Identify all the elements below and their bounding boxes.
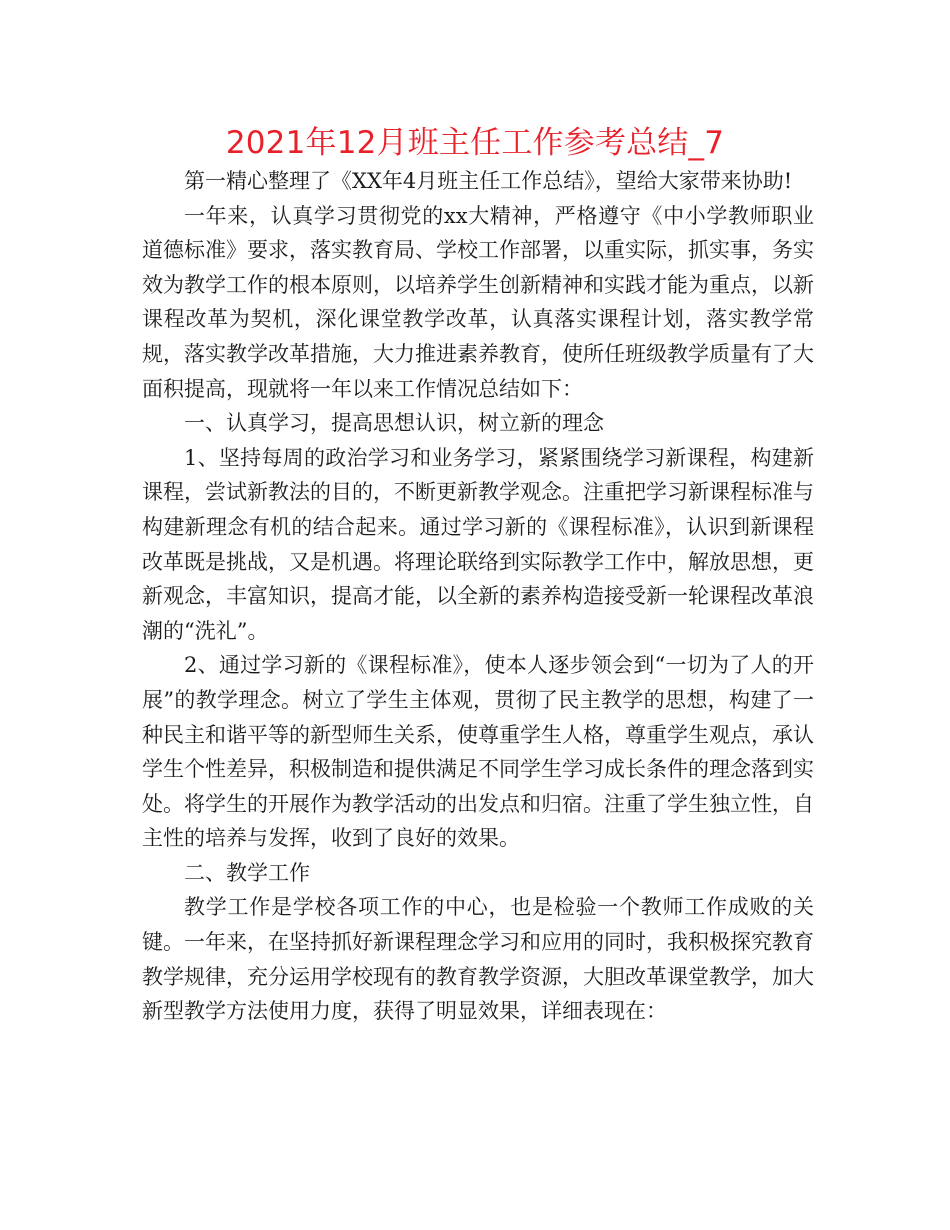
- section-heading-2: 二、教学工作: [184, 860, 310, 885]
- paragraph-point-2: 2、通过学习新的《课程标准》，使本人逐步领会到“一切为了人的开展”的教学理念。树立了学生主体观，贯彻了民主教学的思想，构建了一种民主和谐平等的新型师生关系，使尊重学生人格，尊重学生观点，承认学生个性差异，积极制造和提供满足不同学生学习成长条件的理念落到实处。将学生的开展作为教学活动的出发点和归宿。注重了学生独立性，自主性的培养与发挥，收到了良好的效果。: [142, 653, 814, 851]
- document-title: 2021年12月班主任工作参考总结_7: [225, 125, 725, 161]
- paragraph-overview: 一年来，认真学习贯彻党的xx大精神，严格遵守《中小学教师职业道德标准》要求，落实教育局、学校工作部署，以重实际，抓实事，务实效为教学工作的根本原则，以培养学生创新精神和实践才能为重点，以新课程改革为契机，深化课堂教学改革，认真落实课程计划，落实教学常规，落实教学改革措施，大力推进素养教育，使所任班级教学质量有了大面积提高，现就将一年以来工作情况总结如下：: [142, 203, 814, 401]
- paragraph-intro: 第一精心整理了《XX年4月班主任工作总结》，望给大家带来协助!: [184, 169, 793, 193]
- section-heading-1: 一、认真学习，提高思想认识，树立新的理念: [184, 411, 604, 436]
- document-body: [142, 164, 814, 1029]
- paragraph-teaching: 教学工作是学校各项工作的中心，也是检验一个教师工作成败的关键。一年来，在坚持抓好新课程理念学习和应用的同时，我积极探究教育教学规律，充分运用学校现有的教育教学资源，大胆改革课堂教学，加大新型教学方法使用力度，获得了明显效果，详细表现在：: [142, 895, 814, 1024]
- paragraph-point-1: 1、坚持每周的政治学习和业务学习，紧紧围绕学习新课程，构建新课程，尝试新教法的目的，不断更新教学观念。注重把学习新课程标准与构建新理念有机的结合起来。通过学习新的《课程标准》，认识到新课程改革既是挑战，又是机遇。将理论联络到实际教学工作中，解放思想，更新观念，丰富知识，提高才能，以全新的素养构造接受新一轮课程改革浪潮的“洗礼”。: [142, 445, 814, 643]
